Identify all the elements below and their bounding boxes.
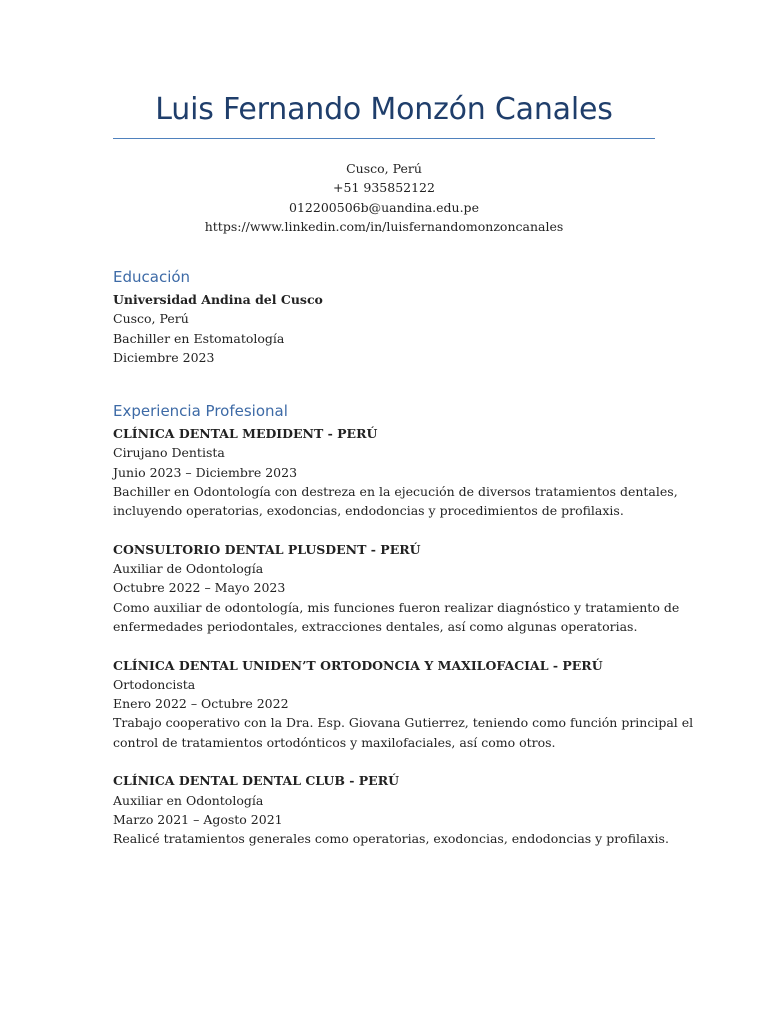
experience-entry <box>113 424 678 520</box>
education-institution: Universidad Andina del Cusco <box>113 292 323 307</box>
candidate-name: Luis Fernando Monzón Canales <box>155 92 613 127</box>
experience-description: Como auxiliar de odontología, mis funciones fueron realizar diagnóstico y tratamiento de <box>113 599 680 615</box>
contact-block <box>113 159 655 236</box>
experience-period: Junio 2023 – Diciembre 2023 <box>113 464 298 480</box>
experience-description: enfermedades periodontales, extracciones dentales, así como algunas operatorias. <box>113 618 638 634</box>
education-location: Cusco, Perú <box>113 311 189 327</box>
education-heading: Educación <box>113 268 191 286</box>
experience-entry <box>113 771 673 848</box>
experience-description: Realicé tratamientos generales como operatorias, exodoncias, endodoncias y profilaxis. <box>113 831 669 847</box>
experience-company: CONSULTORIO DENTAL PLUSDENT - PERÚ <box>113 541 421 557</box>
experience-role: Auxiliar en Odontología <box>113 792 264 808</box>
experience-company: CLÍNICA DENTAL DENTAL CLUB - PERÚ <box>113 773 399 789</box>
experience-entry <box>113 656 694 752</box>
contact-linkedin[interactable]: https://www.linkedin.com/in/luisfernandomonzoncanales <box>204 218 564 234</box>
experience-period: Marzo 2021 – Agosto 2021 <box>113 811 283 827</box>
experience-description: control de tratamientos ortodónticos y maxilofaciales, así como otros. <box>113 734 556 750</box>
title-divider <box>113 138 655 139</box>
contact-email[interactable]: 012200506b@uandina.edu.pe <box>289 199 479 215</box>
experience-description: Bachiller en Odontología con destreza en la ejecución de diversos tratamientos dentales, <box>113 483 678 499</box>
experience-company: CLÍNICA DENTAL UNIDEN’T ORTODONCIA Y MAXILOFACIAL - PERÚ <box>113 657 603 673</box>
experience-role: Ortodoncista <box>113 676 196 692</box>
experience-period: Octubre 2022 – Mayo 2023 <box>113 580 286 596</box>
contact-phone: +51 935852122 <box>333 180 435 196</box>
experience-description: incluyendo operatorias, exodoncias, endodoncias y procedimientos de profilaxis. <box>113 503 624 519</box>
experience-role: Cirujano Dentista <box>113 445 225 461</box>
experience-heading: Experiencia Profesional <box>113 402 288 420</box>
experience-role: Auxiliar de Odontología <box>113 561 264 577</box>
experience-entry <box>113 540 680 636</box>
education-degree: Bachiller en Estomatología <box>113 330 285 346</box>
education-date: Diciembre 2023 <box>113 349 215 365</box>
experience-period: Enero 2022 – Octubre 2022 <box>113 696 289 712</box>
education-section <box>113 267 673 367</box>
experience-section <box>113 401 694 868</box>
experience-company: CLÍNICA DENTAL MEDIDENT - PERÚ <box>113 426 378 441</box>
experience-description: Trabajo cooperativo con la Dra. Esp. Giovana Gutierrez, teniendo como función principal el <box>113 715 694 731</box>
contact-location: Cusco, Perú <box>346 161 422 176</box>
